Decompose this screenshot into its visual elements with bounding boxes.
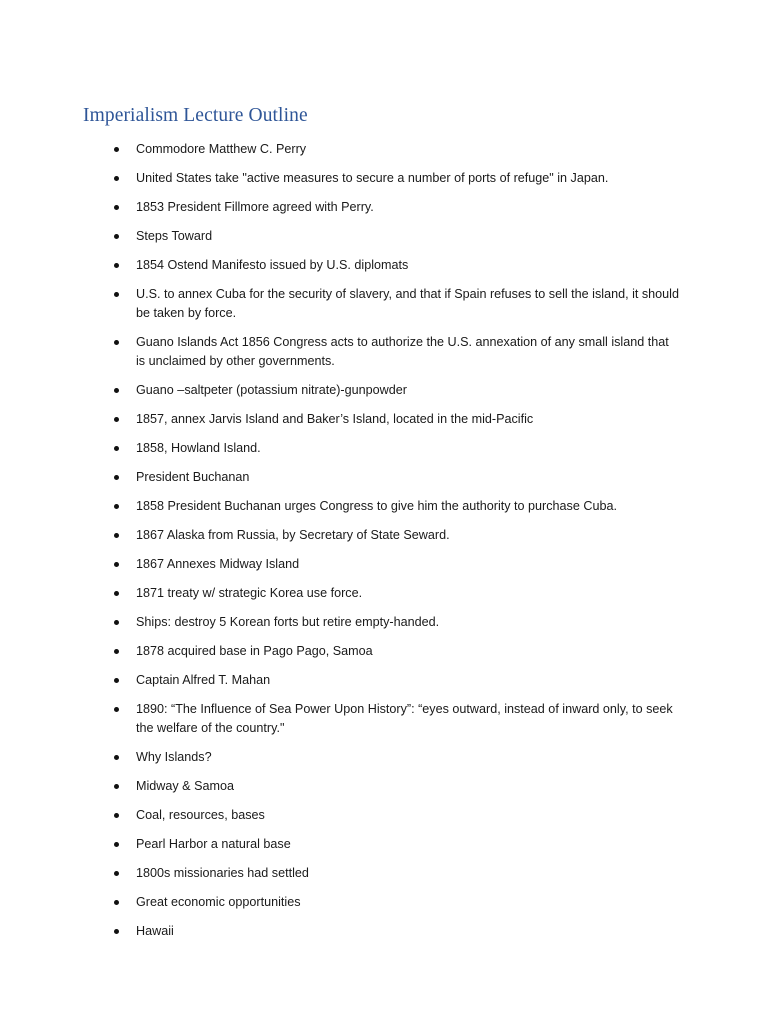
list-item bbox=[0, 410, 681, 429]
list-item-text: 1854 Ostend Manifesto issued by U.S. diplomats bbox=[136, 258, 409, 272]
bullet-icon bbox=[114, 147, 119, 152]
list-item bbox=[0, 256, 681, 275]
list-item bbox=[0, 227, 681, 246]
list-item bbox=[0, 893, 681, 912]
list-item-text: 1867 Alaska from Russia, by Secretary of State Seward. bbox=[136, 528, 450, 542]
bullet-icon bbox=[114, 678, 119, 683]
bullet-icon bbox=[114, 446, 119, 451]
list-item bbox=[0, 285, 681, 323]
list-item bbox=[0, 835, 681, 854]
bullet-icon bbox=[114, 813, 119, 818]
bullet-icon bbox=[114, 900, 119, 905]
list-item bbox=[0, 555, 681, 574]
list-item bbox=[0, 671, 681, 690]
bullet-icon bbox=[114, 707, 119, 712]
bullet-icon bbox=[114, 176, 119, 181]
list-item-text: Ships: destroy 5 Korean forts but retire empty-handed. bbox=[136, 615, 440, 629]
bullet-icon bbox=[114, 340, 119, 345]
list-item-text: Hawaii bbox=[136, 924, 174, 938]
list-item bbox=[0, 613, 681, 632]
list-item bbox=[0, 700, 681, 738]
list-item-text: 1867 Annexes Midway Island bbox=[136, 557, 300, 571]
bullet-icon bbox=[114, 649, 119, 654]
list-item-text: Steps Toward bbox=[136, 229, 213, 243]
list-item-text: Pearl Harbor a natural base bbox=[136, 837, 291, 851]
list-item bbox=[0, 864, 681, 883]
bullet-icon bbox=[114, 234, 119, 239]
list-item-text: Commodore Matthew C. Perry bbox=[136, 142, 307, 156]
list-item-text: Guano –saltpeter (potassium nitrate)-gunpowder bbox=[136, 383, 407, 397]
bullet-icon bbox=[114, 475, 119, 480]
bullet-icon bbox=[114, 591, 119, 596]
bullet-icon bbox=[114, 292, 119, 297]
list-item-text: United States take "active measures to secure a number of ports of refuge" in Japan. bbox=[136, 171, 609, 185]
list-item-text: 1800s missionaries had settled bbox=[136, 866, 309, 880]
list-item-text: Midway & Samoa bbox=[136, 779, 234, 793]
list-item bbox=[0, 748, 681, 767]
list-item-text: 1853 President Fillmore agreed with Perry. bbox=[136, 200, 374, 214]
bullet-icon bbox=[114, 784, 119, 789]
bullet-icon bbox=[114, 929, 119, 934]
list-item-text: Great economic opportunities bbox=[136, 895, 301, 909]
list-item bbox=[0, 922, 681, 941]
list-item bbox=[0, 333, 681, 371]
bullet-icon bbox=[114, 620, 119, 625]
list-item bbox=[0, 497, 681, 516]
list-item bbox=[0, 526, 681, 545]
list-item-text: 1878 acquired base in Pago Pago, Samoa bbox=[136, 644, 373, 658]
list-item-text: 1857, annex Jarvis Island and Baker’s Island, located in the mid-Pacific bbox=[136, 412, 534, 426]
bullet-icon bbox=[114, 417, 119, 422]
bullet-icon bbox=[114, 388, 119, 393]
list-item bbox=[0, 381, 681, 400]
bullet-icon bbox=[114, 842, 119, 847]
list-item bbox=[0, 584, 681, 603]
list-item-text: 1858 President Buchanan urges Congress to give him the authority to purchase Cuba. bbox=[136, 499, 617, 513]
bullet-icon bbox=[114, 205, 119, 210]
list-item-text: Coal, resources, bases bbox=[136, 808, 265, 822]
bullet-icon bbox=[114, 504, 119, 509]
bullet-icon bbox=[114, 755, 119, 760]
list-item-text: 1890: “The Influence of Sea Power Upon History”: “eyes outward, instead of inward only, to seek the welfare of the country." bbox=[136, 702, 673, 735]
list-item bbox=[0, 642, 681, 661]
list-item-text: U.S. to annex Cuba for the security of slavery, and that if Spain refuses to sell the island, it should be taken by force. bbox=[136, 287, 679, 320]
list-item bbox=[0, 468, 681, 487]
document-title: Imperialism Lecture Outline bbox=[83, 105, 308, 126]
list-item bbox=[0, 169, 681, 188]
bullet-icon bbox=[114, 871, 119, 876]
bullet-list bbox=[0, 140, 768, 951]
list-item bbox=[0, 777, 681, 796]
list-item bbox=[0, 198, 681, 217]
list-item-text: President Buchanan bbox=[136, 470, 250, 484]
list-item bbox=[0, 806, 681, 825]
list-item-text: Guano Islands Act 1856 Congress acts to authorize the U.S. annexation of any small island that is unclaimed by other governments. bbox=[136, 335, 669, 368]
list-item bbox=[0, 439, 681, 458]
list-item bbox=[0, 140, 681, 159]
list-item-text: 1858, Howland Island. bbox=[136, 441, 261, 455]
list-item-text: Why Islands? bbox=[136, 750, 212, 764]
list-item-text: 1871 treaty w/ strategic Korea use force. bbox=[136, 586, 363, 600]
bullet-icon bbox=[114, 562, 119, 567]
bullet-icon bbox=[114, 263, 119, 268]
list-item-text: Captain Alfred T. Mahan bbox=[136, 673, 271, 687]
bullet-icon bbox=[114, 533, 119, 538]
